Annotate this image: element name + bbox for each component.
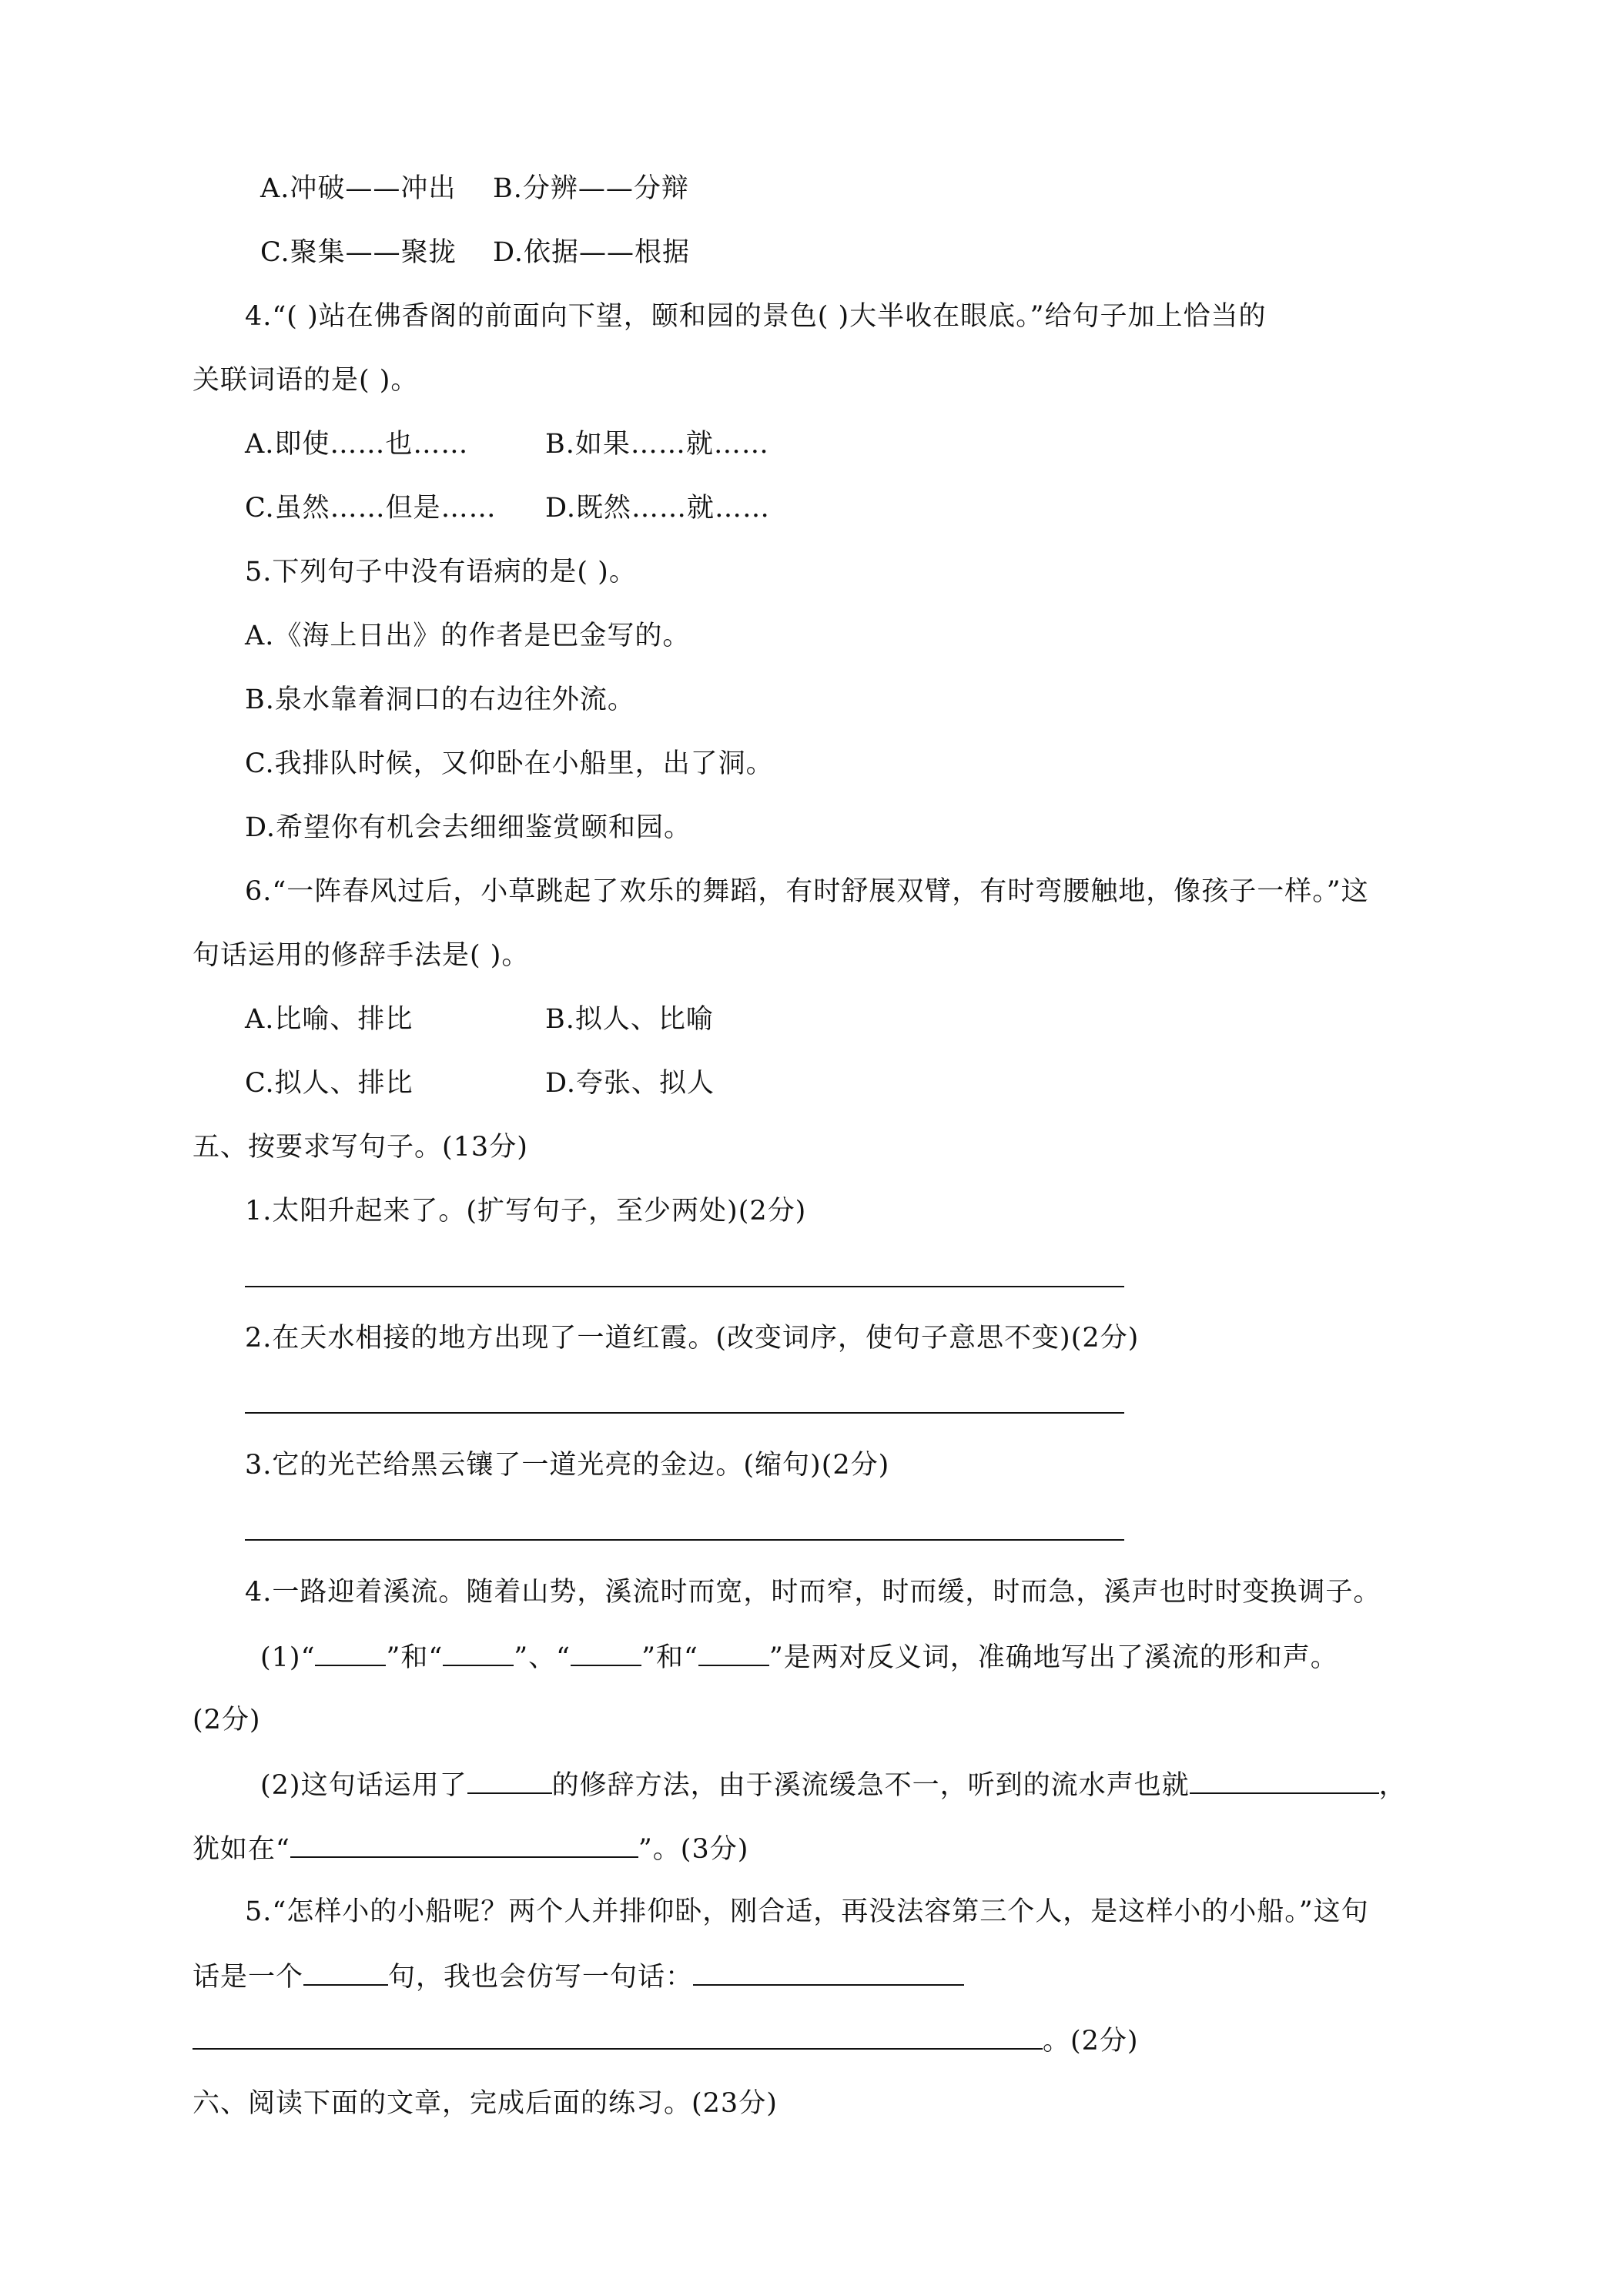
sub-1-text-a: (1)“ bbox=[260, 1642, 316, 1673]
section-5-item-5-line-3 bbox=[193, 2027, 1139, 2055]
sub-5-text-b: 句，我也会仿写一句话： bbox=[388, 1962, 694, 1993]
section-5-item-4-sub-2-cont bbox=[193, 1835, 748, 1863]
sub-2-text-d: 犹如在“ bbox=[193, 1834, 290, 1865]
q6-option-c: C.拟人、排比 bbox=[245, 1068, 414, 1099]
q4-option-a: A.即使……也…… bbox=[245, 429, 469, 460]
section-5-heading: 五、按要求写句子。(13分) bbox=[193, 1132, 528, 1163]
antonym-blank-1[interactable] bbox=[315, 1643, 386, 1666]
antonym-blank-3[interactable] bbox=[571, 1643, 641, 1666]
sub-1-text-c: ”、“ bbox=[514, 1642, 571, 1673]
sub-1-text-b: ”和“ bbox=[386, 1642, 444, 1673]
answer-line-3[interactable] bbox=[245, 1539, 1124, 1541]
sub-5-text-c: 。(2分) bbox=[1043, 2026, 1139, 2057]
sub-5-text-a: 话是一个 bbox=[193, 1962, 304, 1993]
q5-stem: 5.下列句子中没有语病的是( )。 bbox=[245, 557, 637, 587]
q6-stem-line-2: 句话运用的修辞手法是( )。 bbox=[193, 940, 530, 971]
imitation-blank-2[interactable] bbox=[193, 2027, 1043, 2050]
q6-option-d: D.夸张、拟人 bbox=[545, 1068, 715, 1099]
q6-option-a: A.比喻、排比 bbox=[245, 1004, 414, 1035]
q4-stem-line-2: 关联词语的是( )。 bbox=[193, 365, 419, 396]
section-5-item-3: 3.它的光芒给黑云镶了一道光亮的金边。(缩句)(2分) bbox=[245, 1450, 890, 1481]
section-5-item-4-sub-2 bbox=[260, 1771, 1407, 1799]
section-5-item-5-line-1: 5.“怎样小的小船呢？两个人并排仰卧，刚合适，再没法容第三个人，是这样小的小船。”这句 bbox=[245, 1896, 1369, 1927]
q6-stem-line-1: 6.“一阵春风过后，小草跳起了欢乐的舞蹈，有时舒展双臂，有时弯腰触地，像孩子一样。”这 bbox=[245, 876, 1369, 907]
analogy-blank[interactable] bbox=[290, 1835, 638, 1858]
q5-option-b: B.泉水靠着洞口的右边往外流。 bbox=[245, 684, 635, 715]
section-6-heading: 六、阅读下面的文章，完成后面的练习。(23分) bbox=[193, 2088, 778, 2119]
sub-2-text-e: ”。(3分) bbox=[638, 1834, 749, 1865]
sentence-type-blank[interactable] bbox=[303, 1963, 388, 1986]
section-5-item-4: 4.一路迎着溪流。随着山势，溪流时而宽，时而窄，时而缓，时而急，溪声也时时变换调子。 bbox=[245, 1577, 1381, 1608]
q5-option-a: A.《海上日出》的作者是巴金写的。 bbox=[245, 621, 691, 651]
q4-option-c: C.虽然……但是…… bbox=[245, 493, 497, 524]
rhetoric-blank[interactable] bbox=[467, 1771, 552, 1794]
section-5-item-4-sub-1-score: (2分) bbox=[193, 1705, 261, 1735]
q4-stem-line-1: 4.“( )站在佛香阁的前面向下望，颐和园的景色( )大半收在眼底。”给句子加上恰当的 bbox=[245, 301, 1267, 332]
q4-option-d: D.既然……就…… bbox=[545, 493, 770, 524]
q3-option-b: B.分辨——分辩 bbox=[493, 173, 689, 204]
section-5-item-4-sub-1 bbox=[260, 1643, 1338, 1672]
section-5-item-5-line-2 bbox=[193, 1963, 964, 1991]
q5-option-d: D.希望你有机会去细细鉴赏颐和园。 bbox=[245, 812, 691, 843]
sub-1-text-d: ”和“ bbox=[641, 1642, 698, 1673]
antonym-blank-4[interactable] bbox=[698, 1643, 769, 1666]
q4-option-b: B.如果……就…… bbox=[545, 429, 769, 460]
q3-option-d: D.依据——根据 bbox=[493, 237, 690, 268]
q3-option-c: C.聚集——聚拢 bbox=[260, 237, 457, 268]
section-5-item-2: 2.在天水相接的地方出现了一道红霞。(改变词序，使句子意思不变)(2分) bbox=[245, 1323, 1140, 1354]
q5-option-c: C.我排队时候，又仰卧在小船里，出了洞。 bbox=[245, 748, 774, 779]
section-5-item-1: 1.太阳升起来了。(扩写句子，至少两处)(2分) bbox=[245, 1196, 807, 1227]
antonym-blank-2[interactable] bbox=[443, 1643, 514, 1666]
sound-blank[interactable] bbox=[1190, 1771, 1379, 1794]
answer-line-1[interactable] bbox=[245, 1286, 1124, 1287]
answer-line-2[interactable] bbox=[245, 1412, 1124, 1414]
q6-option-b: B.拟人、比喻 bbox=[545, 1004, 714, 1035]
sub-1-text-e: ”是两对反义词，准确地写出了溪流的形和声。 bbox=[768, 1642, 1338, 1673]
sub-2-text-b: 的修辞方法，由于溪流缓急不一，听到的流水声也就 bbox=[551, 1770, 1190, 1801]
sub-2-text-c: ， bbox=[1378, 1770, 1407, 1801]
q3-option-a: A.冲破——冲出 bbox=[260, 173, 457, 204]
sub-2-text-a: (2)这句话运用了 bbox=[260, 1770, 467, 1801]
imitation-blank-1[interactable] bbox=[693, 1963, 964, 1986]
